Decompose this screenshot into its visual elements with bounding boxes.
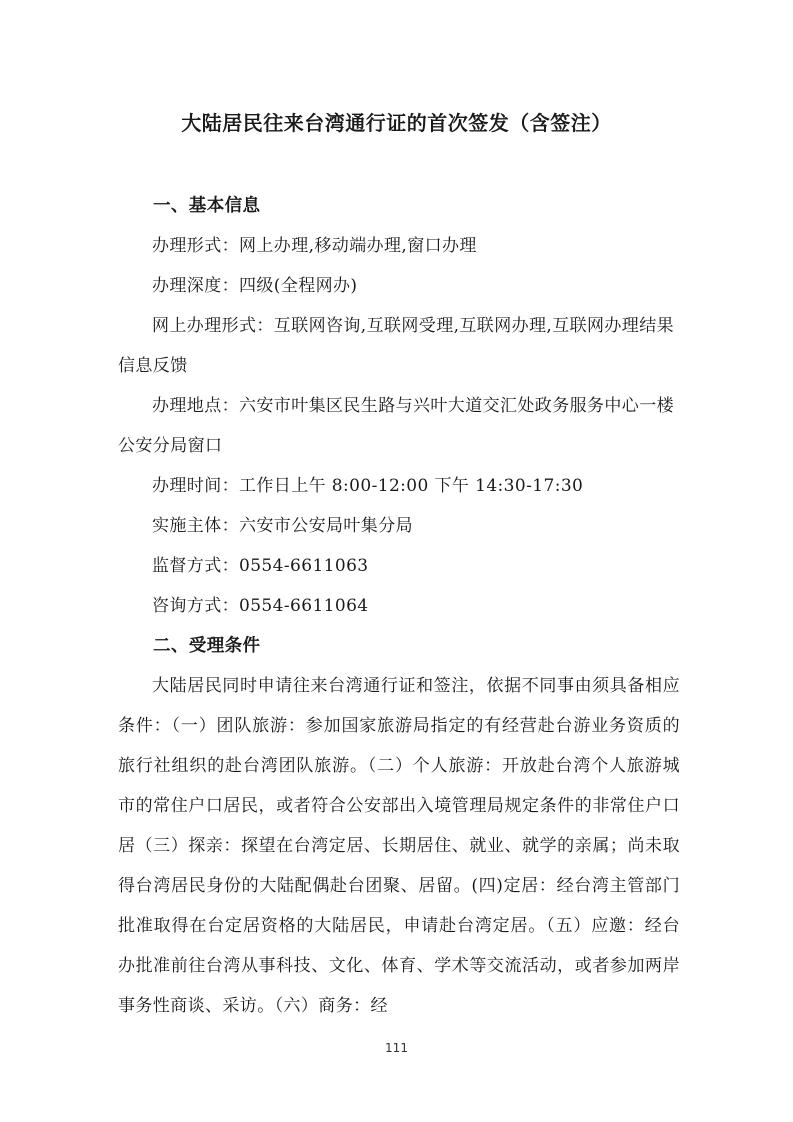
info-supervision-phone: 监督方式：0554-6611063 — [152, 556, 369, 576]
conditions-paragraph: 大陆居民同时申请往来台湾通行证和签注，依据不同事由须具备相应条件：（一）团队旅游：参加国家旅游局指定的有经营赴台游业务资质的旅行社组织的赴台湾团队旅游。（二）个人旅游：开放赴台湾个人旅游城市的常住户口居民，或者符合公安部出入境管理局规定条件的非常住户口居（三）探亲：探望在台湾定居、长期居住、就业、就学的亲属；尚未取得台湾居民身份的大陆配偶赴台团聚、居留。(四)定居：经台湾主管部门批准取得在台定居资格的大陆居民，申请赴台湾定居。（五）应邀：经台办批准前往台湾从事科技、文化、体育、学术等交流活动，或者参加两岸事务性商谈、采访。（六）商务：经 — [118, 676, 680, 1016]
info-location: 办理地点：六安市叶集区民生路与兴叶大道交汇处政务服务中心一楼公安分局窗口 — [118, 396, 674, 456]
document-body — [118, 186, 680, 1026]
info-handling-depth: 办理深度：四级(全程网办) — [152, 276, 358, 296]
document-title: 大陆居民往来台湾通行证的首次签发（含签注） — [181, 111, 612, 135]
info-consultation-phone: 咨询方式：0554-6611064 — [152, 596, 369, 616]
info-hours: 办理时间：工作日上午 8:00-12:00 下午 14:30-17:30 — [152, 476, 584, 496]
page-number: 111 — [385, 1041, 408, 1055]
info-handling-form: 办理形式：网上办理,移动端办理,窗口办理 — [152, 236, 477, 256]
info-implementing-body: 实施主体：六安市公安局叶集分局 — [152, 516, 413, 536]
info-online-form: 网上办理形式：互联网咨询,互联网受理,互联网办理,互联网办理结果信息反馈 — [118, 316, 675, 376]
section-heading-basic-info: 一、基本信息 — [153, 196, 261, 216]
section-heading-conditions: 二、受理条件 — [153, 636, 261, 656]
